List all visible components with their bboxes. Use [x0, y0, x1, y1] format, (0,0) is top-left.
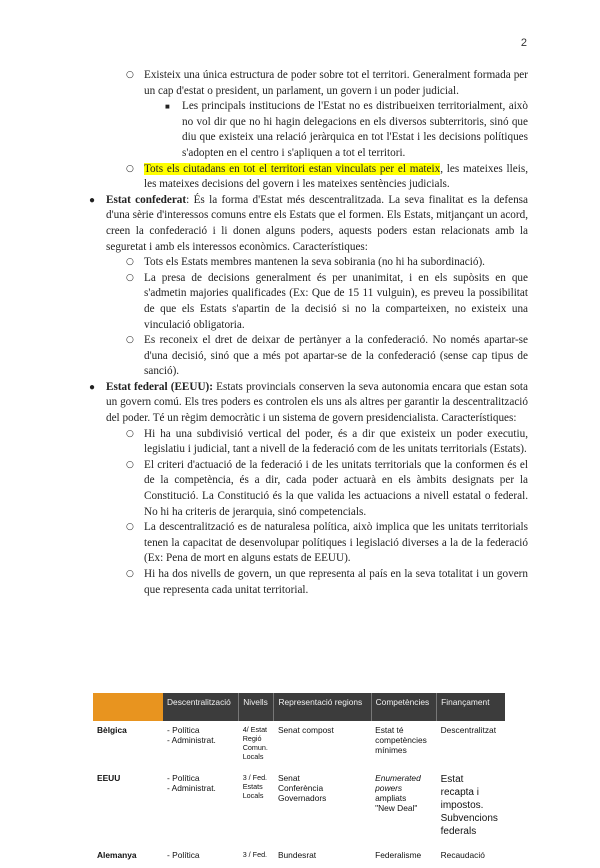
column-header: Finançament [437, 693, 505, 721]
list-item: ○ Hi ha dos nivells de govern, un que representa al país en la seva totalitat i un govern que representa cada unitat territorial. [126, 568, 528, 596]
list-item: ○ La descentralització es de naturalesa política, això implica que les unitats territorials tenen la capacitat de desenvolupar polítiques i legislació diverses a la de la federació (Ex: Pena de mort en alguns estats de EEUU). [126, 521, 528, 565]
circle-bullet-icon: ○ [126, 70, 134, 80]
section-title: Estat confederat [106, 193, 187, 206]
list-item: ○ Es reconeix el dret de deixar de pertànyer a la confederació. No només apartar-se d'una decisió, sinó que a més pot apartar-se de la confederació (sense cap tipus de sanció). [126, 334, 528, 378]
section-federal: ● Estat federal (EEUU): Estats provincials conserven la seva autonomia encara que estan sota un govern comú. Els tres poders es controlen els uns als altres per garantir la descentralització del poder. Té un règim democràtic i un sistema de govern presidencialista. Característiques: [89, 380, 528, 425]
circle-bullet-icon: ○ [126, 428, 134, 439]
column-header: Descentralització [163, 693, 239, 721]
square-bullet-icon: ■ [165, 102, 170, 112]
comparison-table [93, 693, 505, 868]
competencies-cell: Estat té competències mínimes [375, 725, 427, 755]
circle-bullet-icon: ○ [126, 335, 134, 346]
circle-bullet-icon: ○ [126, 569, 134, 579]
table-corner-cell [93, 693, 163, 721]
column-header: Competències [371, 693, 437, 721]
country-cell: Alemanya [97, 850, 137, 860]
nivells-cell: 3 / Fed. [242, 850, 268, 859]
representacio-cell: Senat compost [277, 725, 334, 735]
descentralitzacio-cell: - Política - Administrat. [167, 773, 216, 793]
nivells-cell: 3 / Fed. Estats Locals [242, 773, 268, 800]
financament-cell: Descentralitzat [440, 725, 497, 735]
descentralitzacio-cell: - Política [167, 850, 200, 860]
circle-bullet-icon: ○ [126, 522, 134, 533]
financament-cell: Recaudació [440, 850, 485, 860]
highlighted-text: Tots els ciutadans en tot el territori estan vinculats per el mateix [144, 162, 441, 175]
column-header: Nivells [239, 693, 274, 721]
page-number: 2 [520, 37, 527, 49]
table-header-row [93, 693, 505, 721]
representacio-cell: Bundesrat [277, 850, 317, 860]
document-body [88, 68, 528, 598]
table-row [93, 769, 505, 846]
list-item: ○ Tots els Estats membres mantenen la seva sobirania (no hi ha subordinació). [88, 255, 528, 271]
country-cell: Bèlgica [97, 725, 127, 735]
financament-cell: Estat recapta i impostos. Subvencions federals [440, 774, 498, 837]
circle-bullet-icon: ○ [126, 163, 134, 174]
table-row [93, 721, 505, 769]
section-title: Estat federal (EEUU): [106, 380, 214, 393]
column-header: Representació regions [274, 693, 371, 721]
descentralitzacio-cell: - Política - Administrat. [167, 725, 216, 745]
list-item: ○ Tots els ciutadans en tot el territori estan vinculats per el mateix, les mateixes lleis, les mateixes decisions del govern i les mateixes sentències judicials. [126, 162, 529, 191]
list-item: ○ Existeix una única estructura de poder sobre tot el territori. Generalment formada per un cap d'estat o president, un parlament, un govern i un poder judicial. [126, 69, 528, 97]
competencies-cell: Enumerated powers ampliats "New Deal" [375, 773, 421, 813]
list-item: ○ Hi ha una subdivisió vertical del poder, és a dir que existeix un poder executiu, legislatiu i judicial, tant a nivell de la federació com de les unitats territorials (Estats). [126, 427, 528, 456]
section-confederat: ● Estat confederat: És la forma d'Estat més descentralitzada. La seva finalitat es la defensa d'una sèrie d'interessos comuns entre els Estats que el formen. Els Estats, mitjançant un acord, creen la confederació i li donen alguns poders, aquests poders estan relacionats amb la seguretat i amb els interessos econòmics. Característiques: [89, 193, 528, 253]
competencies-cell: Federalisme [375, 850, 422, 860]
nivells-cell: 4/ Estat Regió Comun. Locals [242, 725, 268, 761]
circle-bullet-icon: ○ [126, 459, 134, 470]
list-item: ○ La presa de decisions generalment és per unanimitat, i en els supòsits en que s'admetin majories qualificades (Ex: Que de 15 11 vulguin), es preveu la possibilitat de que els Estats s'apartin de la decisió si no la comparteixen, no existeix una vinculació obligatoria. [126, 271, 528, 331]
circle-bullet-icon: ○ [126, 272, 134, 283]
list-item: ■ Les principals institucions de l'Estat no es distribueixen territorialment, això no vol dir que no hi hagin delegacions en els diversos subterritoris, sinó que diu que existeix una relació jeràrquica en tot l'Estat i les decisions polítiques s'adopten en el centro i s'apliquen a tot el territori. [165, 100, 528, 159]
disc-bullet-icon: ● [89, 381, 96, 393]
circle-bullet-icon: ○ [126, 257, 134, 268]
table-row [93, 846, 505, 868]
representacio-cell: Senat Conferència Governadors [277, 773, 327, 803]
disc-bullet-icon: ● [89, 194, 96, 206]
country-cell: EEUU [97, 773, 121, 783]
list-item: ○ El criteri d'actuació de la federació i de les unitats territorials que la conformen és el de la competència, és a dir, cada poder actuarà en els àmbits designats per la Constitució. La Constitució és la que valida les actuacions a nivell estatal o federal. No hi ha criteris de jerarquia, sinó competencials. [126, 458, 528, 518]
